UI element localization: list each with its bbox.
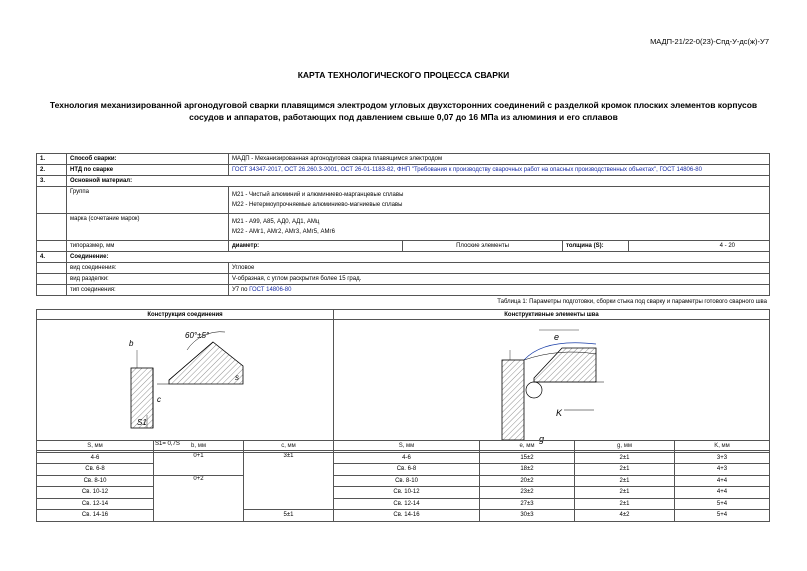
g-label: g	[539, 434, 545, 444]
table-caption: Таблица 1: Параметры подготовки, сборки стыка под сварку и параметры готового сварного шва	[497, 299, 767, 305]
cell: 2±1	[575, 475, 675, 487]
angle-label: 60°±5°	[185, 331, 210, 340]
params-header-row	[37, 441, 770, 453]
row-label: Способ сварки:	[67, 154, 229, 165]
row-num	[37, 263, 67, 274]
row-num	[37, 274, 67, 285]
row-num	[37, 214, 67, 241]
grade-m21: М21 - А99, А85, АД0, АД1, АМц	[232, 219, 320, 225]
row-label: НТД по сварке	[67, 165, 229, 176]
e-label: e	[554, 332, 560, 342]
cell: Св. 12-14	[37, 498, 154, 510]
cell: 5+4	[675, 498, 770, 510]
weld-elements-drawing	[334, 320, 770, 448]
col-header: K, мм	[675, 441, 770, 453]
col-header: S, мм	[334, 441, 480, 453]
joint-design-header: Конструкция соединения	[37, 310, 334, 320]
row-num: 2.	[37, 165, 67, 176]
cell: 20±2	[480, 475, 575, 487]
row-grade	[37, 214, 770, 241]
row-value	[229, 187, 770, 214]
parameters-table	[36, 440, 770, 522]
cell: 2±1	[575, 487, 675, 499]
figures-table	[36, 309, 770, 451]
row-joint-type	[37, 263, 770, 274]
cell: 18±2	[480, 464, 575, 476]
row-label: Соединение:	[67, 252, 770, 263]
cell: Св. 6-8	[37, 464, 154, 476]
row-num: 1.	[37, 154, 67, 165]
row-preparation	[37, 274, 770, 285]
cell: 4+3	[675, 464, 770, 476]
col-header: S, мм	[37, 441, 154, 453]
cell: 3+3	[675, 452, 770, 464]
cell: Св. 14-16	[37, 510, 154, 522]
s1-label: S1	[137, 418, 147, 427]
cell: 5±1	[244, 510, 334, 522]
cell: 2±1	[575, 464, 675, 476]
weld-type-prefix: У7 по	[232, 287, 250, 293]
cell: 4+4	[675, 475, 770, 487]
col-header: c, мм	[244, 441, 334, 453]
cell: Св. 10-12	[37, 487, 154, 499]
col-header: e, мм	[480, 441, 575, 453]
diameter-value: Плоские элементы	[403, 241, 563, 252]
group-m21: М21 - Чистый алюминий и алюминиево-марганцевые сплавы	[232, 192, 404, 198]
row-label: вид соединения:	[67, 263, 229, 274]
cell: 5+4	[675, 510, 770, 522]
row-label: типоразмер, мм	[67, 241, 229, 252]
cell: 4-6	[37, 452, 154, 464]
table-row	[37, 510, 770, 522]
k-label: K	[556, 408, 563, 418]
cell: 4-6	[334, 452, 480, 464]
row-label: марка (сочетание марок)	[67, 214, 229, 241]
cell: 30±3	[480, 510, 575, 522]
row-label: Группа	[67, 187, 229, 214]
c-label: c	[157, 395, 161, 404]
row-num	[37, 187, 67, 214]
cell: 2±1	[575, 498, 675, 510]
row-num	[37, 241, 67, 252]
row-label: Основной материал:	[67, 176, 770, 187]
row-num	[37, 285, 67, 296]
row-size	[37, 241, 770, 252]
cell: 3±1	[244, 452, 334, 510]
document-code: МАДП-21/22-0(23)-Спд-У-дс(ж)-У7	[650, 37, 769, 46]
table-row	[37, 452, 770, 464]
diameter-label: диаметр:	[229, 241, 403, 252]
row-weld-type	[37, 285, 770, 296]
process-info-table	[36, 153, 770, 296]
s1-note: S1= 0,7S	[155, 441, 180, 447]
row-group	[37, 187, 770, 214]
page-subtitle: Технология механизированной аргонодуговой сварки плавящимся электродом угловых двухсторонних соединений с разделкой кромок плоских элементов корпусов сосудов и аппаратов, работающих под давлением свыше 0,07 до 16 МПа из алюминия и его сплавов	[49, 100, 758, 122]
cell: 0+1	[154, 452, 244, 475]
col-header: g, мм	[575, 441, 675, 453]
row-value	[229, 214, 770, 241]
cell: Св. 10-12	[334, 487, 480, 499]
cell: 4±2	[575, 510, 675, 522]
cell: Св. 8-10	[37, 475, 154, 487]
table-row	[37, 464, 770, 476]
cell: 2±1	[575, 452, 675, 464]
row-value: МАДП - Механизированная аргонодуговая сварка плавящимся электродом	[229, 154, 770, 165]
cell: 4+4	[675, 487, 770, 499]
row-num: 4.	[37, 252, 67, 263]
weld-elements-header: Конструктивные элементы шва	[334, 310, 770, 320]
cell: 27±3	[480, 498, 575, 510]
row-joint	[37, 252, 770, 263]
row-value	[229, 285, 770, 296]
grade-m22: М22 - АМг1, АМг2, АМг3, АМг5, АМг6	[232, 229, 335, 235]
cell: 23±2	[480, 487, 575, 499]
ntd-links[interactable]: ГОСТ 34347-2017, ОСТ 26.260.3-2001, ОСТ 26-01-1183-82, ФНП "Требования к производству сварочных работ на опасных производственных объектах", ГОСТ 14806-80	[229, 165, 770, 176]
cell: 0+2	[154, 475, 244, 521]
page-title: КАРТА ТЕХНОЛОГИЧЕСКОГО ПРОЦЕССА СВАРКИ	[297, 70, 510, 80]
thickness-value: 4 - 20	[629, 241, 770, 252]
row-ntd	[37, 165, 770, 176]
table-row	[37, 498, 770, 510]
col-header: b, мм	[154, 441, 244, 453]
row-value: Угловое	[229, 263, 770, 274]
weld-elements-figure	[334, 320, 770, 451]
s-label: s	[235, 373, 239, 382]
thickness-label: толщина (S):	[563, 241, 629, 252]
row-label: тип соединения:	[67, 285, 229, 296]
b-label: b	[129, 339, 134, 348]
cell: 15±2	[480, 452, 575, 464]
row-welding-method	[37, 154, 770, 165]
cell: Св. 14-16	[334, 510, 480, 522]
group-m22: М22 - Нетермоупрочняемые алюминиево-магниевые сплавы	[232, 202, 403, 208]
cell: Св. 6-8	[334, 464, 480, 476]
cell: Св. 8-10	[334, 475, 480, 487]
row-num: 3.	[37, 176, 67, 187]
row-label: вид разделки:	[67, 274, 229, 285]
gost-link[interactable]: ГОСТ 14806-80	[249, 287, 292, 293]
row-value: V-образная, с углом раскрытия более 15 град.	[229, 274, 770, 285]
table-row	[37, 475, 770, 487]
table-row	[37, 487, 770, 499]
joint-design-figure	[37, 320, 334, 451]
joint-design-drawing	[37, 320, 334, 448]
row-base-material	[37, 176, 770, 187]
cell: Св. 12-14	[334, 498, 480, 510]
